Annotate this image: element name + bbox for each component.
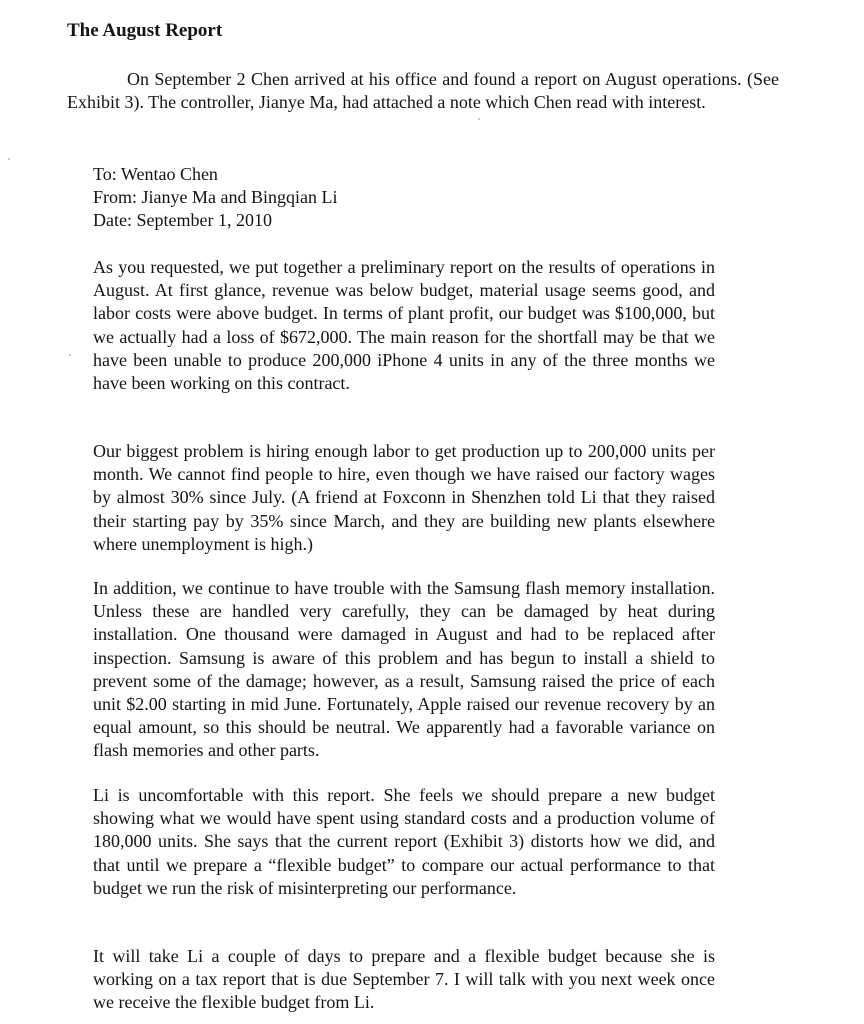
memo-paragraph-3: In addition, we continue to have trouble with the Samsung flash memory installation. Unless these are handled very carefully, they can be damaged by heat during installation. One thousand were damaged in August and had to be replaced after inspection. Samsung is aware of this problem and has begun to install a shield to prevent some of the damage; however, as a result, Samsung raised the price of each unit $2.00 starting in mid June. Fortunately, Apple raised our revenue recovery by an equal amount, so this should be neutral. We apparently had a favorable variance on flash memories and other parts. [93,578,715,761]
scan-speck [8,158,10,160]
memo-from: From: Jianye Ma and Bingqian Li [93,187,338,207]
scan-speck [69,354,71,356]
report-title: The August Report [67,20,223,41]
memo-date: Date: September 1, 2010 [93,210,272,230]
memo-to: To: Wentao Chen [93,164,218,184]
scan-speck [478,118,480,120]
memo-paragraph-1: As you requested, we put together a preliminary report on the results of operations in August. At first glance, revenue was below budget, material usage seems good, and labor costs were above budget. In terms of plant profit, our budget was $100,000, but we actually had a loss of $672,000. The main reason for the shortfall may be that we have been unable to produce 200,000 iPhone 4 units in any of the three months we have been working on this contract. [93,257,715,394]
memo-paragraph-5: It will take Li a couple of days to prepare and a flexible budget because she is working on a tax report that is due September 7. I will talk with you next week once we receive the flexible budget from Li. [93,946,715,1013]
memo-paragraph-2: Our biggest problem is hiring enough labor to get production up to 200,000 units per month. We cannot find people to hire, even though we have raised our factory wages by almost 30% since July. (A friend at Foxconn in Shenzhen told Li that they raised their starting pay by 35% since March, and they are building new plants elsewhere where unemployment is high.) [93,441,715,554]
memo-header [93,163,337,232]
intro-paragraph: On September 2 Chen arrived at his office and found a report on August operations. (See Exhibit 3). The controller, Jianye Ma, had attached a note which Chen read with interest. [67,69,779,112]
memo-paragraph-4: Li is uncomfortable with this report. She feels we should prepare a new budget showing what we would have spent using standard costs and a production volume of 180,000 units. She says that the current report (Exhibit 3) distorts how we did, and that until we prepare a “flexible budget” to compare our actual performance to that budget we run the risk of misinterpreting our performance. [93,785,715,898]
